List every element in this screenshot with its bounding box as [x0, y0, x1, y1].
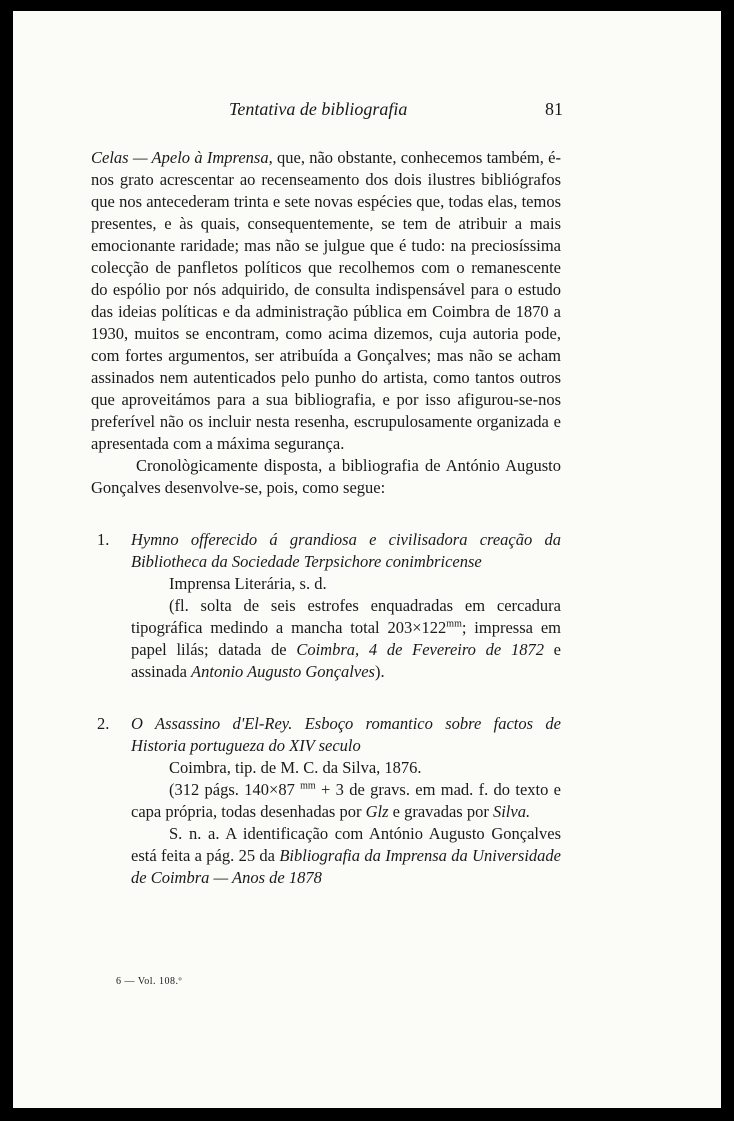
- intro-text: que, não obstante, conhecemos também, é-nos grato acrescentar ao recenseamento dos dois ilustres bibliógrafos que nos antecederam trinta e sete novas espécies que, todas elas, temos presentes, e às quais, consequentemente, se tem de atribuir a mais emocionante raridade; mas não se julgue que é tudo: na preciosíssima colecção de panfletos políticos que recolhemos com o remanescente do espólio por nós adquirido, de consulta indispensável para o estudo das ideias políticas e da administração pública em Coimbra de 1870 a 1930, muitos se encontram, como acima dizemos, cuja autoria pode, com fortes argumentos, ser atribuída a Gonçalves; mas não se acham assinados nem autenticados pelo punho do artista, como tantos outros que aproveitámos para a sua bibliografia, e por isso afigurou-se-nos preferível não os incluir nesta resenha, escrupulosamente organizada e apresentada com a máxima segurança.: [91, 148, 561, 453]
- entry-number: 1.: [97, 530, 110, 549]
- engraver-name: Silva.: [492, 802, 531, 821]
- times-sign: ×: [269, 780, 279, 799]
- entry-description: (fl. solta de seis estrofes enquadradas em cercadura tipográfica medindo a mancha total $203\times 122^{mm}$; impressa em papel lilás; datada de Coimbra, 4 de Fevereiro de 1872 e assinada Antonio Augusto Gonçalves).: [131, 596, 561, 681]
- page-number: 81: [545, 99, 563, 119]
- entry-publisher: Coimbra, tip. de M. C. da Silva, 1876.: [169, 758, 422, 777]
- times-sign: ×: [412, 618, 422, 637]
- entry-description: (312 págs. 140×87 $^{mm}$ + 3 de gravs. em mad. f. do texto e capa própria, todas desenhadas por Glz e gravadas por Silva.: [131, 780, 561, 821]
- page-header: [13, 99, 721, 123]
- book-page: [13, 11, 721, 1108]
- unit-mm: mm: [300, 780, 316, 792]
- intro-paragraph: [91, 147, 561, 455]
- running-head: Tentativa de bibliografia: [229, 99, 408, 119]
- bibliography-entry: [91, 529, 561, 683]
- entry-signature: Antonio Augusto Gonçalves: [191, 662, 375, 681]
- intro-paragraph-2: Cronològicamente disposta, a bibliografia de António Augusto Gonçalves desenvolve-se, pois, como segue:: [91, 456, 561, 497]
- entry-title: Hymno offerecido á grandiosa e civilisadora creação da Bibliotheca da Sociedade Terpsichore conimbricense: [131, 530, 561, 571]
- entry-note: S. n. a. A identificação com António Augusto Gonçalves está feita a pág. 25 da Bibliografia da Imprensa da Universidade de Coimbra — Anos de 1878: [131, 824, 561, 887]
- note-reference: Bibliografia da Imprensa da Universidade de Coimbra — Anos de 1878: [131, 846, 561, 887]
- entry-number: 2.: [97, 714, 110, 733]
- intro-lead-italic: Celas — Apelo à Imprensa,: [91, 148, 273, 167]
- bibliography-entry: [91, 713, 561, 889]
- page-body: [91, 147, 561, 889]
- signature-mark: 6 — Vol. 108.º: [116, 976, 183, 987]
- entry-publisher: Imprensa Literária, s. d.: [169, 574, 327, 593]
- entry-date: Coimbra, 4 de Fevereiro de 1872: [296, 640, 544, 659]
- illustrator-abbr: Glz: [365, 802, 389, 821]
- unit-mm: mm: [446, 618, 462, 630]
- entry-title: O Assassino d'El-Rey. Esboço romantico sobre factos de Historia portugueza do XIV seculo: [131, 714, 561, 755]
